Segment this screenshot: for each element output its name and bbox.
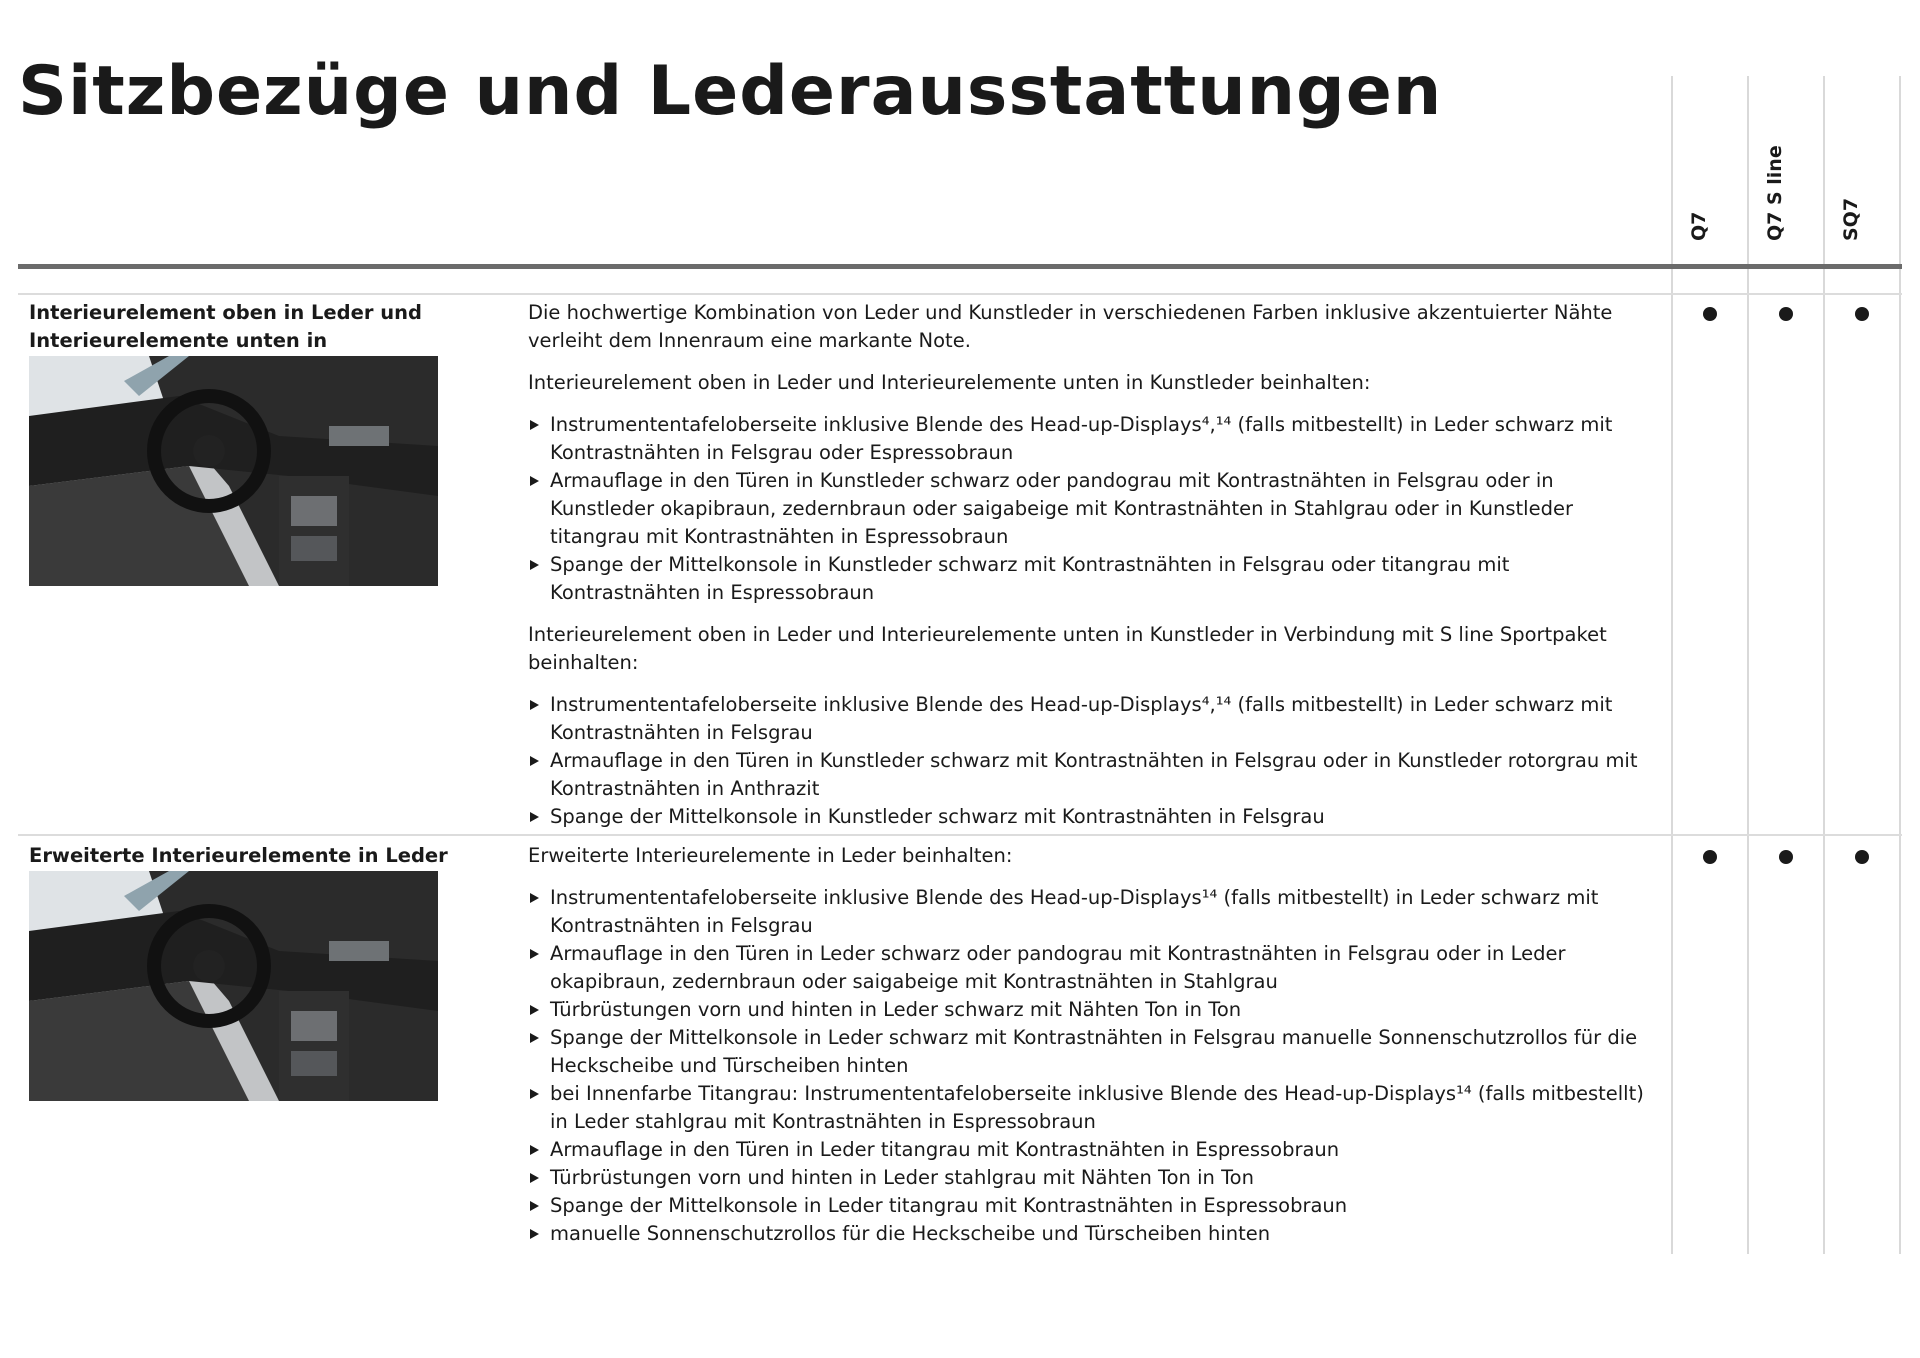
column-header-sq7 — [1825, 148, 1899, 258]
interior-photo — [29, 871, 438, 1101]
column-header-label: Q7 — [1688, 211, 1710, 241]
bullet-triangle-icon — [530, 1005, 539, 1015]
availability-dot-sq7 — [1855, 307, 1869, 321]
header-divider — [18, 264, 1902, 269]
bullet-triangle-icon — [530, 1201, 539, 1211]
column-header-q7 — [1673, 148, 1747, 258]
availability-dot-q7-s-line — [1779, 307, 1793, 321]
feature-list — [528, 691, 1658, 831]
bullet-triangle-icon — [530, 1145, 539, 1155]
column-header-q7-s-line — [1749, 145, 1823, 258]
bullet-triangle-icon — [530, 812, 539, 822]
row-divider — [18, 293, 1902, 295]
list-item: Spange der Mittelkonsole in Kunstleder schwarz mit Kontrastnähten in Felsgrau oder titangrau mit Kontrastnähten in Espressobraun — [528, 551, 1658, 607]
feature-list — [528, 411, 1658, 607]
bullet-triangle-icon — [530, 560, 539, 570]
column-header-label: Q7 S line — [1764, 145, 1786, 241]
intro-text: Die hochwertige Kombination von Leder und Kunstleder in verschiedenen Farben inklusive akzentuierter Nähte verleiht dem Innenraum eine markante Note. — [528, 301, 1613, 352]
column-header-label: SQ7 — [1840, 197, 1862, 241]
availability-dot-sq7 — [1855, 850, 1869, 864]
bullet-triangle-icon — [530, 1089, 539, 1099]
section-lead: Interieurelement oben in Leder und Interieurelemente unten in Kunstleder in Verbindung mit S line Sportpaket beinhalten: — [528, 623, 1607, 674]
feature-description — [528, 842, 1658, 1262]
bullet-triangle-icon — [530, 700, 539, 710]
bullet-triangle-icon — [530, 476, 539, 486]
list-item: Spange der Mittelkonsole in Leder schwarz mit Kontrastnähten in Felsgrau manuelle Sonnenschutzrollos für die Heckscheibe und Türscheiben hinten — [528, 1024, 1658, 1080]
bullet-triangle-icon — [530, 1173, 539, 1183]
list-item: Instrumententafeloberseite inklusive Blende des Head-up-Displays⁴,¹⁴ (falls mitbestellt) in Leder schwarz mit Kontrastnähten in Felsgrau oder Espressobraun — [528, 411, 1658, 467]
list-item: Armauflage in den Türen in Kunstleder schwarz mit Kontrastnähten in Felsgrau oder in Kunstleder rotorgrau mit Kontrastnähten in Anthrazit — [528, 747, 1658, 803]
feature-list — [528, 884, 1658, 1248]
bullet-triangle-icon — [530, 1229, 539, 1239]
list-item: Spange der Mittelkonsole in Kunstleder schwarz mit Kontrastnähten in Felsgrau — [528, 803, 1658, 831]
bullet-triangle-icon — [530, 420, 539, 430]
list-item: Armauflage in den Türen in Leder titangrau mit Kontrastnähten in Espressobraun — [528, 1136, 1658, 1164]
availability-dot-q7 — [1703, 850, 1717, 864]
list-item: Instrumententafeloberseite inklusive Blende des Head-up-Displays¹⁴ (falls mitbestellt) in Leder schwarz mit Kontrastnähten in Felsgrau — [528, 884, 1658, 940]
feature-title: Interieurelement oben in Leder und Interieurelemente unten in — [29, 301, 422, 352]
list-item: Spange der Mittelkonsole in Leder titangrau mit Kontrastnähten in Espressobraun — [528, 1192, 1658, 1220]
bullet-triangle-icon — [530, 1033, 539, 1043]
availability-dot-q7 — [1703, 307, 1717, 321]
bullet-triangle-icon — [530, 893, 539, 903]
list-item: Armauflage in den Türen in Leder schwarz oder pandograu mit Kontrastnähten in Felsgrau oder in Leder okapibraun, zedernbraun oder saigabeige mit Kontrastnähten in Stahlgrau — [528, 940, 1658, 996]
page-title: Sitzbezüge und Lederausstattungen — [18, 52, 1443, 131]
list-item: Instrumententafeloberseite inklusive Blende des Head-up-Displays⁴,¹⁴ (falls mitbestellt) in Leder schwarz mit Kontrastnähten in Felsgrau — [528, 691, 1658, 747]
section-lead: Erweiterte Interieurelemente in Leder beinhalten: — [528, 844, 1013, 867]
list-item: Türbrüstungen vorn und hinten in Leder schwarz mit Nähten Ton in Ton — [528, 996, 1658, 1024]
bullet-triangle-icon — [530, 756, 539, 766]
feature-description — [528, 299, 1658, 845]
list-item: Armauflage in den Türen in Kunstleder schwarz oder pandograu mit Kontrastnähten in Felsgrau oder in Kunstleder okapibraun, zedernbraun oder saigabeige mit Kontrastnähten in Stahlgrau oder in Kunstleder titangrau mit Kontrastnähten in Espressobraun — [528, 467, 1658, 551]
interior-photo — [29, 356, 438, 586]
list-item: Türbrüstungen vorn und hinten in Leder stahlgrau mit Nähten Ton in Ton — [528, 1164, 1658, 1192]
list-item: manuelle Sonnenschutzrollos für die Heckscheibe und Türscheiben hinten — [528, 1220, 1658, 1248]
list-item: bei Innenfarbe Titangrau: Instrumententafeloberseite inklusive Blende des Head-up-Displays¹⁴ (falls mitbestellt) in Leder stahlgrau mit Kontrastnähten in Espressobraun — [528, 1080, 1658, 1136]
feature-title: Erweiterte Interieurelemente in Leder — [29, 844, 448, 867]
bullet-triangle-icon — [530, 949, 539, 959]
column-divider — [1899, 76, 1901, 1254]
availability-dot-q7-s-line — [1779, 850, 1793, 864]
section-lead: Interieurelement oben in Leder und Interieurelemente unten in Kunstleder beinhalten: — [528, 371, 1371, 394]
